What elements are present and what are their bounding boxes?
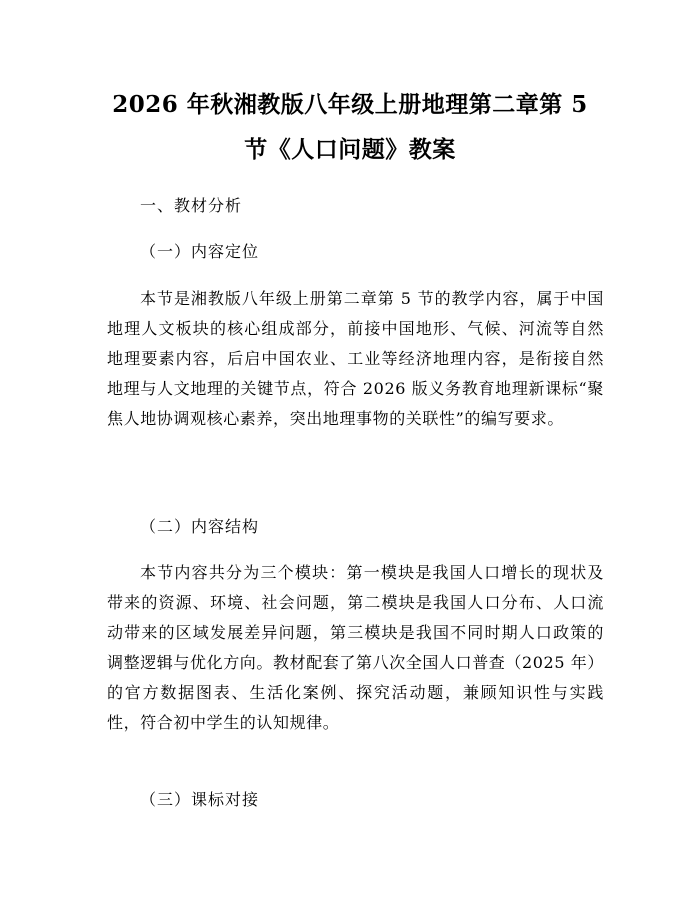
section-heading-textbook-analysis: 一、教材分析 xyxy=(140,196,243,215)
document-title-line-1: 2026 年秋湘教版八年级上册地理第二章第 5 xyxy=(112,91,588,118)
paragraph-content-structure: 本节内容共分为三个模块：第一模块是我国人口增长的现状及带来的资源、环境、社会问题，第二模块是我国人口分布、人口流动带来的区域发展差异问题，第三模块是我国不同时期人口政策的调整逻辑与优化方向。教材配套了第八次全国人口普查（2025 年）的官方数据图表、生活化案例、探究活动题，兼顾知识性与实践性，符合初中学生的认知规律。 xyxy=(107,563,605,732)
document-title-line-2: 节《人口问题》教案 xyxy=(244,136,456,163)
subsection-heading-content-positioning: （一）内容定位 xyxy=(140,242,260,261)
paragraph-content-positioning: 本节是湘教版八年级上册第二章第 5 节的教学内容，属于中国地理人文板块的核心组成部分，前接中国地形、气候、河流等自然地理要素内容，后启中国农业、工业等经济地理内容，是衔接自然地理与人文地理的关键节点，符合 2026 版义务教育地理新课标“聚焦人地协调观核心素养，突出地理事物的关联性”的编写要求。 xyxy=(107,289,604,428)
subsection-heading-curriculum-alignment: （三）课标对接 xyxy=(140,790,260,809)
subsection-heading-content-structure: （二）内容结构 xyxy=(140,517,260,536)
